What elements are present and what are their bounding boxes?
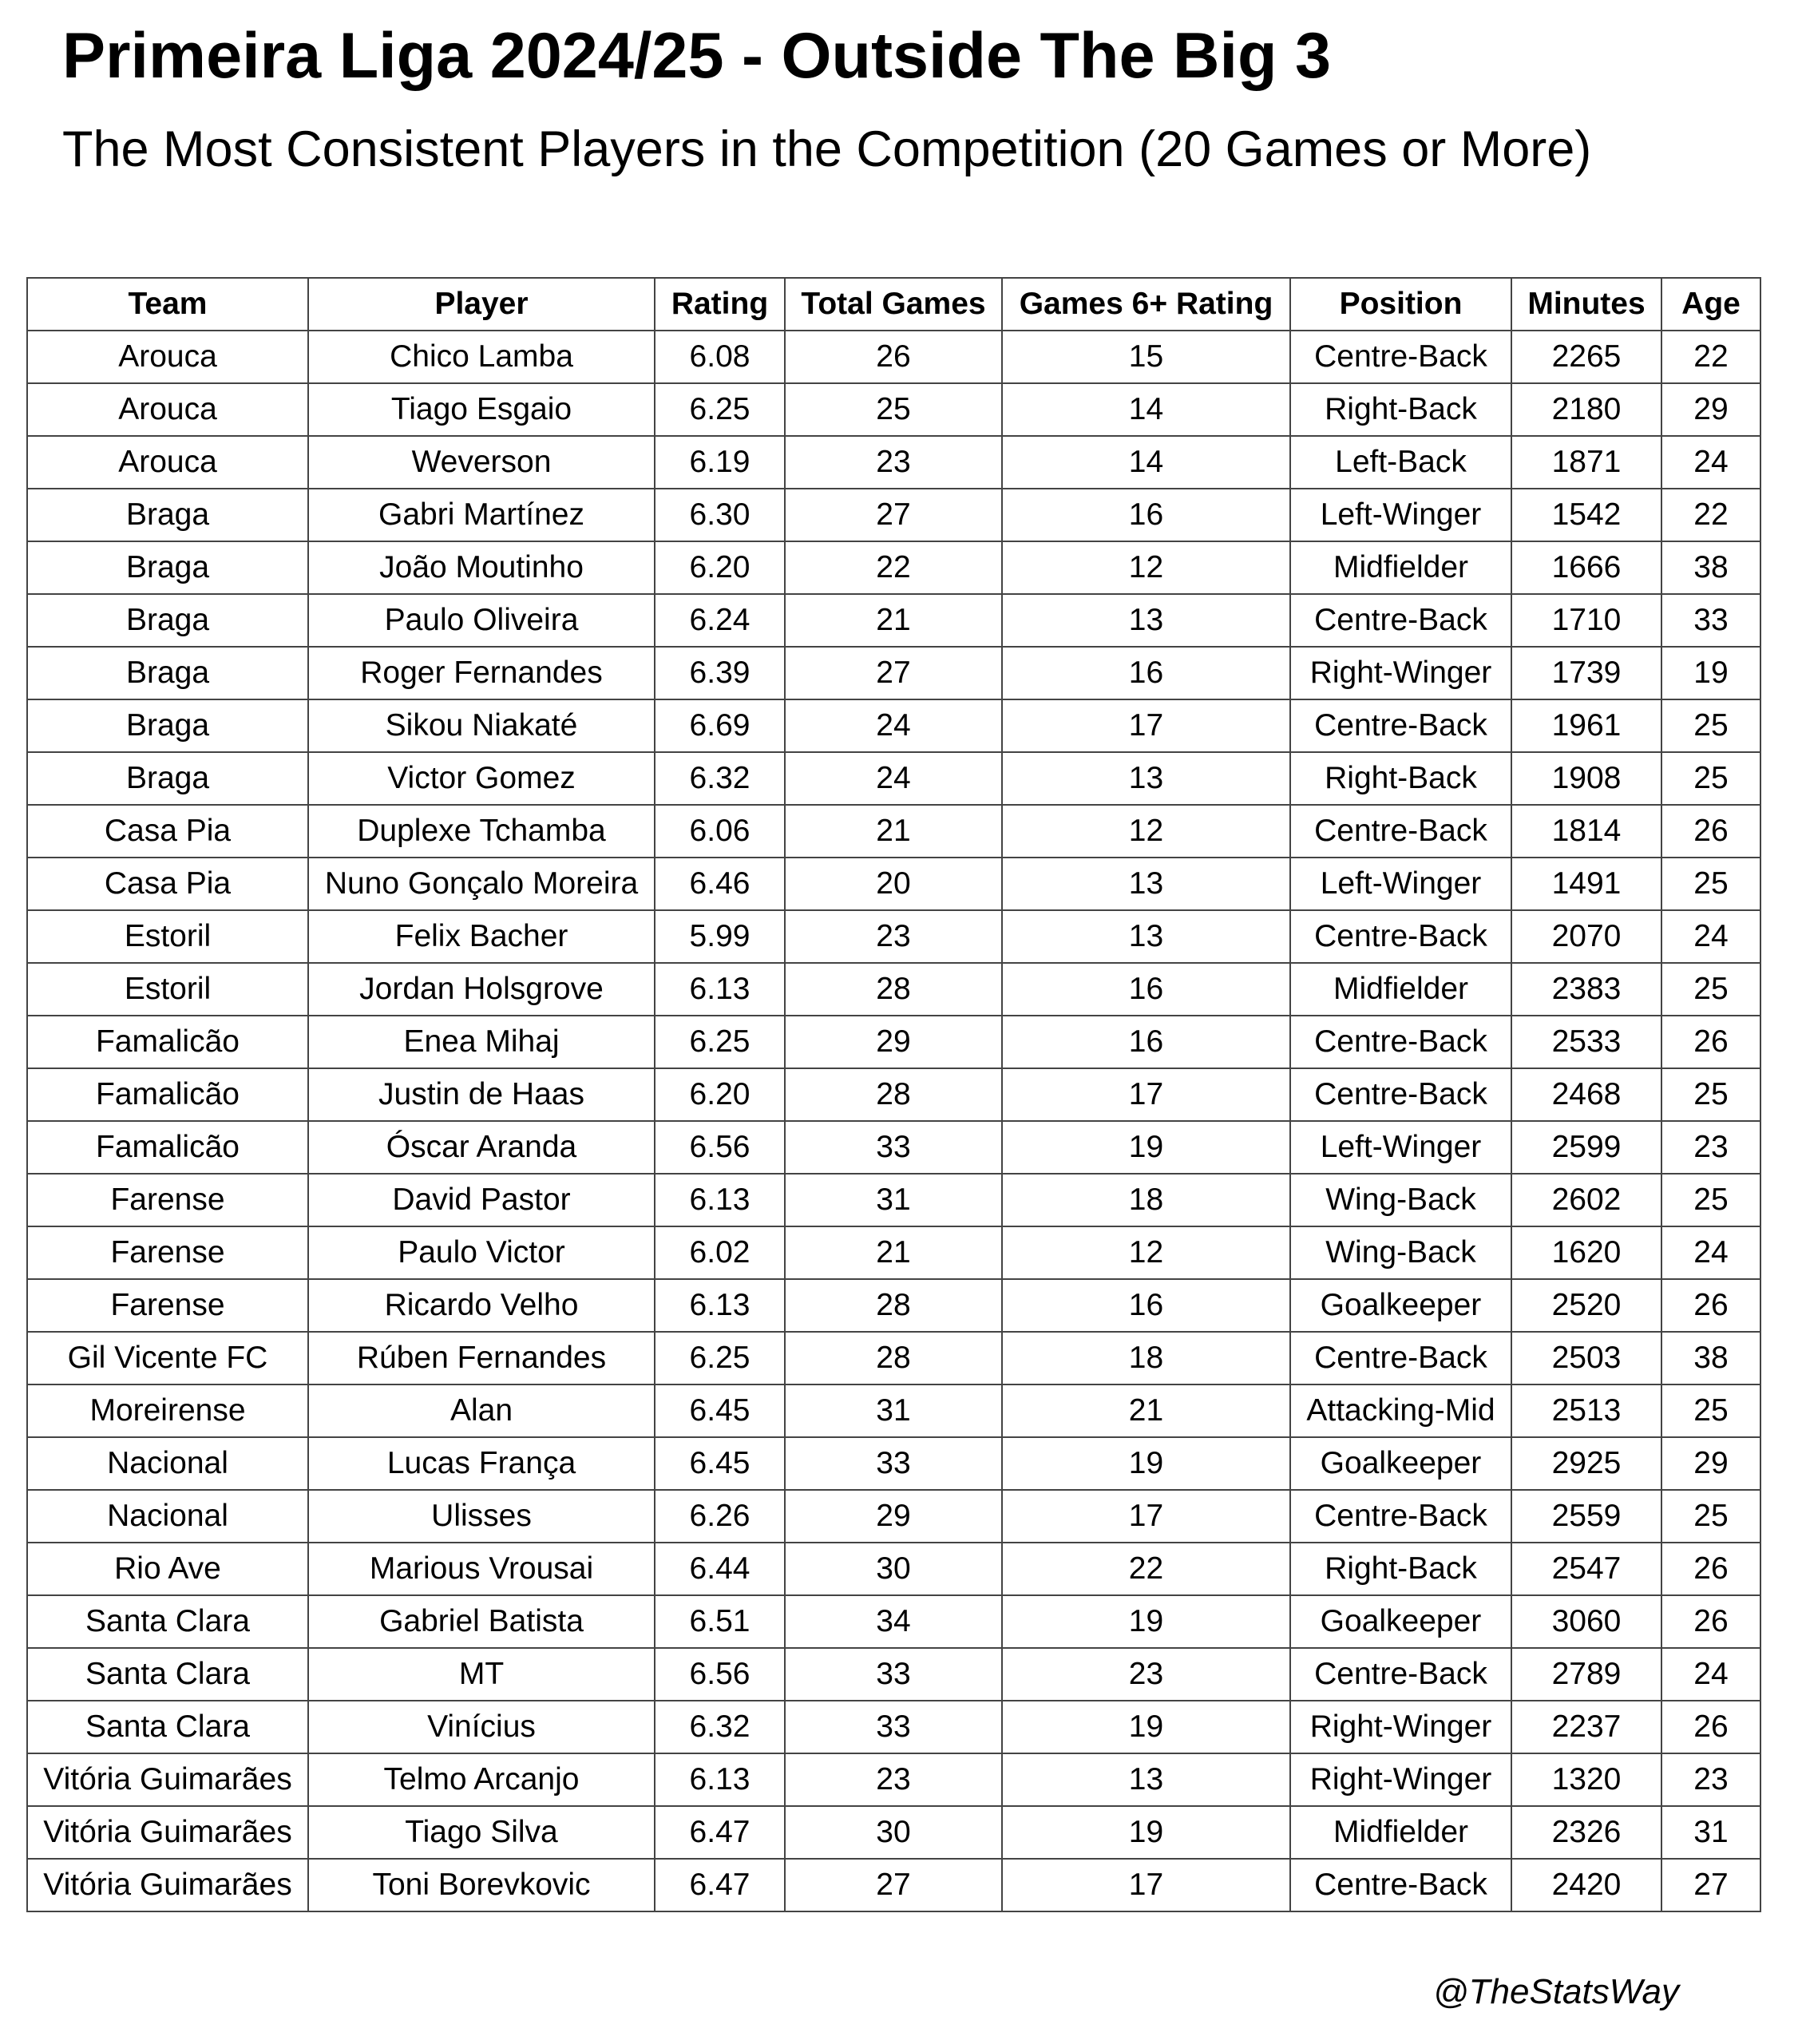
team-cell: Rio Ave xyxy=(27,1543,308,1595)
table-row xyxy=(27,383,1760,436)
games-6plus-cell: 12 xyxy=(1002,805,1290,858)
team-cell: Braga xyxy=(27,541,308,594)
table-row xyxy=(27,331,1760,383)
player-cell: Tiago Silva xyxy=(308,1806,655,1859)
rating-cell: 6.56 xyxy=(655,1648,785,1701)
games-6plus-cell: 14 xyxy=(1002,436,1290,489)
position-cell: Centre-Back xyxy=(1290,1490,1511,1543)
position-cell: Centre-Back xyxy=(1290,1068,1511,1121)
rating-cell: 6.13 xyxy=(655,1174,785,1226)
player-cell: Paulo Victor xyxy=(308,1226,655,1279)
total-games-cell: 33 xyxy=(785,1121,1002,1174)
position-cell: Right-Winger xyxy=(1290,647,1511,699)
table-row xyxy=(27,1016,1760,1068)
rating-cell: 6.32 xyxy=(655,1701,785,1753)
table-row xyxy=(27,1332,1760,1384)
age-cell: 25 xyxy=(1661,1490,1760,1543)
minutes-cell: 2559 xyxy=(1511,1490,1661,1543)
position-cell: Centre-Back xyxy=(1290,594,1511,647)
table-row xyxy=(27,1806,1760,1859)
team-cell: Nacional xyxy=(27,1437,308,1490)
team-cell: Vitória Guimarães xyxy=(27,1753,308,1806)
player-cell: Victor Gomez xyxy=(308,752,655,805)
minutes-cell: 1961 xyxy=(1511,699,1661,752)
age-cell: 23 xyxy=(1661,1753,1760,1806)
rating-cell: 6.20 xyxy=(655,1068,785,1121)
age-cell: 25 xyxy=(1661,858,1760,910)
team-cell: Braga xyxy=(27,647,308,699)
age-cell: 25 xyxy=(1661,699,1760,752)
minutes-cell: 1542 xyxy=(1511,489,1661,541)
player-cell: Duplexe Tchamba xyxy=(308,805,655,858)
games-6plus-cell: 13 xyxy=(1002,858,1290,910)
player-cell: Toni Borevkovic xyxy=(308,1859,655,1911)
games-6plus-cell: 19 xyxy=(1002,1595,1290,1648)
table-body xyxy=(27,331,1760,1911)
total-games-cell: 21 xyxy=(785,594,1002,647)
player-cell: Roger Fernandes xyxy=(308,647,655,699)
total-games-cell: 31 xyxy=(785,1174,1002,1226)
games-6plus-cell: 17 xyxy=(1002,1490,1290,1543)
games-6plus-cell: 16 xyxy=(1002,963,1290,1016)
rating-cell: 6.46 xyxy=(655,858,785,910)
position-cell: Wing-Back xyxy=(1290,1174,1511,1226)
rating-cell: 6.26 xyxy=(655,1490,785,1543)
position-cell: Centre-Back xyxy=(1290,699,1511,752)
total-games-cell: 34 xyxy=(785,1595,1002,1648)
table-row xyxy=(27,805,1760,858)
games-6plus-cell: 23 xyxy=(1002,1648,1290,1701)
player-cell: Ricardo Velho xyxy=(308,1279,655,1332)
team-cell: Moreirense xyxy=(27,1384,308,1437)
player-cell: Telmo Arcanjo xyxy=(308,1753,655,1806)
minutes-cell: 2420 xyxy=(1511,1859,1661,1911)
table-row xyxy=(27,1279,1760,1332)
position-cell: Midfielder xyxy=(1290,541,1511,594)
total-games-cell: 28 xyxy=(785,1279,1002,1332)
table-row xyxy=(27,1384,1760,1437)
table-row xyxy=(27,752,1760,805)
minutes-cell: 2237 xyxy=(1511,1701,1661,1753)
rating-cell: 6.47 xyxy=(655,1859,785,1911)
position-cell: Right-Back xyxy=(1290,383,1511,436)
age-cell: 23 xyxy=(1661,1121,1760,1174)
minutes-cell: 1739 xyxy=(1511,647,1661,699)
games-6plus-cell: 17 xyxy=(1002,1068,1290,1121)
games-6plus-cell: 13 xyxy=(1002,594,1290,647)
age-cell: 26 xyxy=(1661,1595,1760,1648)
total-games-cell: 28 xyxy=(785,1332,1002,1384)
minutes-cell: 2513 xyxy=(1511,1384,1661,1437)
player-cell: Óscar Aranda xyxy=(308,1121,655,1174)
position-cell: Left-Winger xyxy=(1290,1121,1511,1174)
page-title: Primeira Liga 2024/25 - Outside The Big 3 xyxy=(62,20,1332,92)
team-cell: Casa Pia xyxy=(27,805,308,858)
table-row xyxy=(27,1859,1760,1911)
age-cell: 27 xyxy=(1661,1859,1760,1911)
player-cell: MT xyxy=(308,1648,655,1701)
position-cell: Right-Winger xyxy=(1290,1701,1511,1753)
table-row xyxy=(27,1753,1760,1806)
total-games-cell: 23 xyxy=(785,1753,1002,1806)
minutes-cell: 2070 xyxy=(1511,910,1661,963)
age-cell: 25 xyxy=(1661,1384,1760,1437)
position-cell: Goalkeeper xyxy=(1290,1595,1511,1648)
team-cell: Santa Clara xyxy=(27,1701,308,1753)
player-cell: Gabri Martínez xyxy=(308,489,655,541)
age-cell: 22 xyxy=(1661,331,1760,383)
total-games-cell: 27 xyxy=(785,489,1002,541)
minutes-cell: 2599 xyxy=(1511,1121,1661,1174)
team-cell: Arouca xyxy=(27,383,308,436)
games-6plus-cell: 19 xyxy=(1002,1121,1290,1174)
position-cell: Attacking-Mid xyxy=(1290,1384,1511,1437)
age-cell: 33 xyxy=(1661,594,1760,647)
games-6plus-cell: 15 xyxy=(1002,331,1290,383)
table-row xyxy=(27,910,1760,963)
position-cell: Centre-Back xyxy=(1290,1016,1511,1068)
age-cell: 29 xyxy=(1661,383,1760,436)
player-cell: David Pastor xyxy=(308,1174,655,1226)
total-games-cell: 24 xyxy=(785,752,1002,805)
table-row xyxy=(27,1121,1760,1174)
team-cell: Vitória Guimarães xyxy=(27,1859,308,1911)
total-games-cell: 33 xyxy=(785,1648,1002,1701)
games-6plus-cell: 14 xyxy=(1002,383,1290,436)
header-games-6plus-rating: Games 6+ Rating xyxy=(1002,278,1290,331)
rating-cell: 6.32 xyxy=(655,752,785,805)
team-cell: Gil Vicente FC xyxy=(27,1332,308,1384)
rating-cell: 6.30 xyxy=(655,489,785,541)
player-cell: Sikou Niakaté xyxy=(308,699,655,752)
table-row xyxy=(27,647,1760,699)
minutes-cell: 2468 xyxy=(1511,1068,1661,1121)
player-cell: Lucas França xyxy=(308,1437,655,1490)
games-6plus-cell: 13 xyxy=(1002,1753,1290,1806)
table-row xyxy=(27,1490,1760,1543)
total-games-cell: 30 xyxy=(785,1806,1002,1859)
total-games-cell: 29 xyxy=(785,1490,1002,1543)
position-cell: Midfielder xyxy=(1290,963,1511,1016)
position-cell: Centre-Back xyxy=(1290,1859,1511,1911)
table-row xyxy=(27,1648,1760,1701)
team-cell: Estoril xyxy=(27,910,308,963)
rating-cell: 6.25 xyxy=(655,1332,785,1384)
total-games-cell: 33 xyxy=(785,1437,1002,1490)
age-cell: 24 xyxy=(1661,436,1760,489)
games-6plus-cell: 17 xyxy=(1002,1859,1290,1911)
player-cell: Weverson xyxy=(308,436,655,489)
table-row xyxy=(27,541,1760,594)
rating-cell: 6.56 xyxy=(655,1121,785,1174)
player-cell: Gabriel Batista xyxy=(308,1595,655,1648)
header-minutes: Minutes xyxy=(1511,278,1661,331)
team-cell: Farense xyxy=(27,1279,308,1332)
table-header-row xyxy=(27,278,1760,331)
team-cell: Famalicão xyxy=(27,1016,308,1068)
age-cell: 25 xyxy=(1661,1068,1760,1121)
team-cell: Braga xyxy=(27,752,308,805)
header-team: Team xyxy=(27,278,308,331)
page-subtitle: The Most Consistent Players in the Competition (20 Games or More) xyxy=(62,121,1592,177)
position-cell: Left-Winger xyxy=(1290,858,1511,910)
games-6plus-cell: 12 xyxy=(1002,1226,1290,1279)
table-row xyxy=(27,1595,1760,1648)
position-cell: Goalkeeper xyxy=(1290,1279,1511,1332)
player-cell: Paulo Oliveira xyxy=(308,594,655,647)
age-cell: 26 xyxy=(1661,1016,1760,1068)
total-games-cell: 21 xyxy=(785,805,1002,858)
header-rating: Rating xyxy=(655,278,785,331)
rating-cell: 6.13 xyxy=(655,1753,785,1806)
position-cell: Wing-Back xyxy=(1290,1226,1511,1279)
minutes-cell: 1666 xyxy=(1511,541,1661,594)
minutes-cell: 1814 xyxy=(1511,805,1661,858)
games-6plus-cell: 13 xyxy=(1002,910,1290,963)
minutes-cell: 1320 xyxy=(1511,1753,1661,1806)
table-row xyxy=(27,1701,1760,1753)
rating-cell: 6.47 xyxy=(655,1806,785,1859)
minutes-cell: 1710 xyxy=(1511,594,1661,647)
player-cell: Chico Lamba xyxy=(308,331,655,383)
rating-cell: 6.45 xyxy=(655,1437,785,1490)
total-games-cell: 27 xyxy=(785,1859,1002,1911)
team-cell: Santa Clara xyxy=(27,1595,308,1648)
minutes-cell: 1491 xyxy=(1511,858,1661,910)
position-cell: Left-Back xyxy=(1290,436,1511,489)
position-cell: Midfielder xyxy=(1290,1806,1511,1859)
position-cell: Goalkeeper xyxy=(1290,1437,1511,1490)
team-cell: Casa Pia xyxy=(27,858,308,910)
age-cell: 26 xyxy=(1661,805,1760,858)
games-6plus-cell: 16 xyxy=(1002,1279,1290,1332)
minutes-cell: 1871 xyxy=(1511,436,1661,489)
rating-cell: 6.20 xyxy=(655,541,785,594)
minutes-cell: 2533 xyxy=(1511,1016,1661,1068)
rating-cell: 6.25 xyxy=(655,1016,785,1068)
games-6plus-cell: 16 xyxy=(1002,1016,1290,1068)
minutes-cell: 2180 xyxy=(1511,383,1661,436)
position-cell: Centre-Back xyxy=(1290,805,1511,858)
minutes-cell: 2383 xyxy=(1511,963,1661,1016)
table-row xyxy=(27,1226,1760,1279)
rating-cell: 6.06 xyxy=(655,805,785,858)
team-cell: Braga xyxy=(27,594,308,647)
team-cell: Estoril xyxy=(27,963,308,1016)
age-cell: 24 xyxy=(1661,1648,1760,1701)
age-cell: 29 xyxy=(1661,1437,1760,1490)
age-cell: 24 xyxy=(1661,1226,1760,1279)
total-games-cell: 30 xyxy=(785,1543,1002,1595)
rating-cell: 6.44 xyxy=(655,1543,785,1595)
table-row xyxy=(27,1174,1760,1226)
games-6plus-cell: 22 xyxy=(1002,1543,1290,1595)
games-6plus-cell: 17 xyxy=(1002,699,1290,752)
player-cell: Alan xyxy=(308,1384,655,1437)
age-cell: 25 xyxy=(1661,963,1760,1016)
total-games-cell: 33 xyxy=(785,1701,1002,1753)
games-6plus-cell: 16 xyxy=(1002,647,1290,699)
total-games-cell: 26 xyxy=(785,331,1002,383)
rating-cell: 6.39 xyxy=(655,647,785,699)
age-cell: 25 xyxy=(1661,752,1760,805)
rating-cell: 6.08 xyxy=(655,331,785,383)
table-row xyxy=(27,699,1760,752)
rating-cell: 6.51 xyxy=(655,1595,785,1648)
player-cell: Felix Bacher xyxy=(308,910,655,963)
team-cell: Farense xyxy=(27,1174,308,1226)
table-row xyxy=(27,858,1760,910)
minutes-cell: 2789 xyxy=(1511,1648,1661,1701)
team-cell: Nacional xyxy=(27,1490,308,1543)
player-cell: Marious Vrousai xyxy=(308,1543,655,1595)
age-cell: 31 xyxy=(1661,1806,1760,1859)
table-row xyxy=(27,489,1760,541)
credit-handle: @TheStatsWay xyxy=(1433,1972,1679,2011)
player-cell: João Moutinho xyxy=(308,541,655,594)
position-cell: Centre-Back xyxy=(1290,910,1511,963)
minutes-cell: 2520 xyxy=(1511,1279,1661,1332)
minutes-cell: 2602 xyxy=(1511,1174,1661,1226)
team-cell: Santa Clara xyxy=(27,1648,308,1701)
table-row xyxy=(27,1068,1760,1121)
minutes-cell: 2503 xyxy=(1511,1332,1661,1384)
player-cell: Rúben Fernandes xyxy=(308,1332,655,1384)
player-cell: Nuno Gonçalo Moreira xyxy=(308,858,655,910)
total-games-cell: 28 xyxy=(785,963,1002,1016)
player-cell: Ulisses xyxy=(308,1490,655,1543)
age-cell: 26 xyxy=(1661,1279,1760,1332)
total-games-cell: 21 xyxy=(785,1226,1002,1279)
player-cell: Jordan Holsgrove xyxy=(308,963,655,1016)
games-6plus-cell: 18 xyxy=(1002,1174,1290,1226)
total-games-cell: 22 xyxy=(785,541,1002,594)
games-6plus-cell: 18 xyxy=(1002,1332,1290,1384)
team-cell: Vitória Guimarães xyxy=(27,1806,308,1859)
team-cell: Famalicão xyxy=(27,1121,308,1174)
rating-cell: 6.13 xyxy=(655,963,785,1016)
games-6plus-cell: 16 xyxy=(1002,489,1290,541)
age-cell: 26 xyxy=(1661,1543,1760,1595)
minutes-cell: 2265 xyxy=(1511,331,1661,383)
team-cell: Farense xyxy=(27,1226,308,1279)
position-cell: Centre-Back xyxy=(1290,1648,1511,1701)
age-cell: 19 xyxy=(1661,647,1760,699)
team-cell: Arouca xyxy=(27,436,308,489)
header-player: Player xyxy=(308,278,655,331)
games-6plus-cell: 12 xyxy=(1002,541,1290,594)
minutes-cell: 3060 xyxy=(1511,1595,1661,1648)
header-position: Position xyxy=(1290,278,1511,331)
rating-cell: 6.69 xyxy=(655,699,785,752)
total-games-cell: 24 xyxy=(785,699,1002,752)
rating-cell: 6.25 xyxy=(655,383,785,436)
table-row xyxy=(27,1543,1760,1595)
age-cell: 25 xyxy=(1661,1174,1760,1226)
rating-cell: 6.02 xyxy=(655,1226,785,1279)
team-cell: Arouca xyxy=(27,331,308,383)
total-games-cell: 27 xyxy=(785,647,1002,699)
table-row xyxy=(27,963,1760,1016)
player-cell: Tiago Esgaio xyxy=(308,383,655,436)
position-cell: Centre-Back xyxy=(1290,1332,1511,1384)
header-age: Age xyxy=(1661,278,1760,331)
games-6plus-cell: 13 xyxy=(1002,752,1290,805)
rating-cell: 6.45 xyxy=(655,1384,785,1437)
total-games-cell: 23 xyxy=(785,910,1002,963)
table-row xyxy=(27,594,1760,647)
age-cell: 38 xyxy=(1661,1332,1760,1384)
games-6plus-cell: 21 xyxy=(1002,1384,1290,1437)
minutes-cell: 1620 xyxy=(1511,1226,1661,1279)
player-cell: Vinícius xyxy=(308,1701,655,1753)
player-cell: Enea Mihaj xyxy=(308,1016,655,1068)
table-row xyxy=(27,1437,1760,1490)
total-games-cell: 25 xyxy=(785,383,1002,436)
age-cell: 22 xyxy=(1661,489,1760,541)
player-stats-table xyxy=(26,277,1761,1912)
minutes-cell: 2547 xyxy=(1511,1543,1661,1595)
age-cell: 26 xyxy=(1661,1701,1760,1753)
header-total-games: Total Games xyxy=(785,278,1002,331)
total-games-cell: 20 xyxy=(785,858,1002,910)
position-cell: Centre-Back xyxy=(1290,331,1511,383)
team-cell: Braga xyxy=(27,489,308,541)
rating-cell: 6.24 xyxy=(655,594,785,647)
table-row xyxy=(27,436,1760,489)
age-cell: 24 xyxy=(1661,910,1760,963)
player-cell: Justin de Haas xyxy=(308,1068,655,1121)
rating-cell: 5.99 xyxy=(655,910,785,963)
games-6plus-cell: 19 xyxy=(1002,1701,1290,1753)
minutes-cell: 1908 xyxy=(1511,752,1661,805)
team-cell: Famalicão xyxy=(27,1068,308,1121)
age-cell: 38 xyxy=(1661,541,1760,594)
total-games-cell: 31 xyxy=(785,1384,1002,1437)
games-6plus-cell: 19 xyxy=(1002,1806,1290,1859)
position-cell: Right-Winger xyxy=(1290,1753,1511,1806)
minutes-cell: 2925 xyxy=(1511,1437,1661,1490)
team-cell: Braga xyxy=(27,699,308,752)
total-games-cell: 23 xyxy=(785,436,1002,489)
games-6plus-cell: 19 xyxy=(1002,1437,1290,1490)
rating-cell: 6.19 xyxy=(655,436,785,489)
position-cell: Right-Back xyxy=(1290,752,1511,805)
position-cell: Left-Winger xyxy=(1290,489,1511,541)
position-cell: Right-Back xyxy=(1290,1543,1511,1595)
total-games-cell: 29 xyxy=(785,1016,1002,1068)
minutes-cell: 2326 xyxy=(1511,1806,1661,1859)
rating-cell: 6.13 xyxy=(655,1279,785,1332)
total-games-cell: 28 xyxy=(785,1068,1002,1121)
